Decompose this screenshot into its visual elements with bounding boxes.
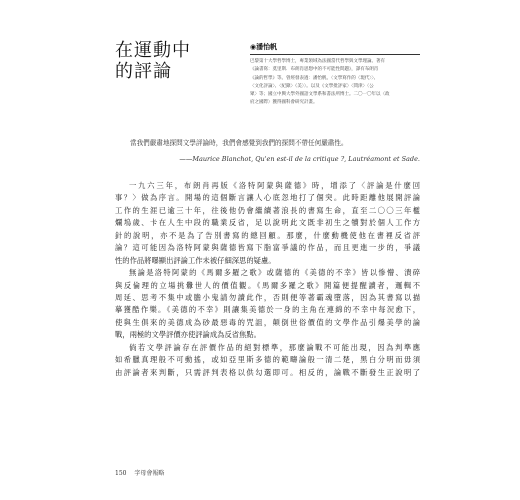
title-line-1: 在運動中 — [115, 40, 191, 61]
body-line: 無論是洛特阿蒙的《馬爾多羅之歌》或薩德的《美德的不幸》皆以慘懵、潰碎 — [129, 268, 420, 278]
bio-line: 〈文化評論〉、〈紀錄〉（美〉〉。以及《文學批評家〉〈問津〉〈公 — [250, 83, 374, 89]
body-line: 倘若文學評論存在評價作品的絕對標準，那麼論戰不可能出現，因為判準應 — [129, 342, 420, 352]
bio-line: 眾〉等；國立中興大學外國語文學系和書法所博士。二〇一〇年以〈政 — [250, 92, 390, 98]
body-line: 論？這可能因為洛特阿蒙與薩德皆寫下脂富爭議的作品，而且更進一步的，爭議 — [115, 243, 420, 253]
page-number: 150 — [115, 470, 127, 477]
page-footer — [115, 468, 170, 477]
body-line: 一九六三年，布朗肖再版《洛特阿蒙與薩德》時，增添了〈評論是什麼回 — [129, 181, 420, 190]
body-line: 周延、思考不集中或膽小鬼請勿讀此作，否則便等著霸魂墮落，因為其書寫以描 — [115, 292, 420, 302]
bio-line: 《論書寫：莫里斯．布朗肖思想中的不可能性問題》，譯有布朗肖 — [250, 67, 379, 73]
body-line: 爛塢歲、卡在人生中段的職業反省，足以說明此文既非初生之犢對於個人工作方 — [115, 218, 420, 228]
bio-line: 巴黎第十大學哲學博士，專業領域為法國當代哲學與文學理論。著有 — [250, 59, 385, 64]
body-line: 戰，兩極的文學評價亦使評論成為反省焦點。 — [115, 330, 261, 340]
body-line: 如希臘真理般不可動搖，或如亞里斯多德的範疇論般一清二楚，黑白分明而毋須 — [115, 355, 420, 365]
journal-name: 字母會報略 — [134, 470, 165, 477]
epigraph-quote: 當我們嚴肅地探問文學評論時，我們會感覺到我們的探問不帶任何嚴肅性。 — [130, 139, 348, 147]
body-line: 與反倫理的立場挑釁世人的價值觀。《馬爾多羅之歌》開篇便提醒讀者，邏輯不 — [115, 280, 420, 290]
epigraph-attribution: ——Maurice Blanchot, Qu'en est-il de la critique ?, Lautréamont et Sade. — [179, 155, 420, 163]
author-bio — [250, 58, 420, 108]
bio-line: 《論的哲學》等。曾經發表過：潘怡帆、〈文學寫作的〈現代〉〉、 — [250, 75, 379, 81]
title-line-2: 的評論 — [115, 61, 172, 82]
author-name: ◉潘怡帆 — [250, 42, 278, 51]
article-title — [115, 40, 191, 82]
bio-line: 府之國際〉獲得國科會研究計畫。 — [250, 100, 318, 106]
body-line: 使與生俱來的美德成為砂最惡毒的咒詛，顛倒世俗價值的文學作品引爆美學的論 — [115, 317, 420, 327]
body-line: 摹獲酷作樂。《美德的不幸》則讓集美德於一身的主角在連綿的不幸中每況愈下， — [115, 305, 420, 315]
body-line: 事？〉做為序言。開場的這個斷言讓人心底忽地打了個突。此時距離他展開評論 — [115, 193, 420, 203]
article-body — [115, 180, 420, 379]
body-line: 針的說明，亦不是為了告別書寫的總回顧。那麼，什麼動機使他在書裡反省評 — [115, 230, 420, 240]
body-line: 工作的生涯已逾三十年，往後他仍會繼續著浪長的書寫生命，直至二〇〇三年檻 — [115, 205, 420, 215]
body-line: 由評論者來判斷，只需評判表格以供勾選即可。相反的，論戰不斷發生正說明了 — [115, 367, 420, 377]
author-divider — [250, 54, 420, 55]
body-line: 性的作品將曝顯出評論工作未被仔細深思的疑慮。 — [115, 255, 276, 265]
